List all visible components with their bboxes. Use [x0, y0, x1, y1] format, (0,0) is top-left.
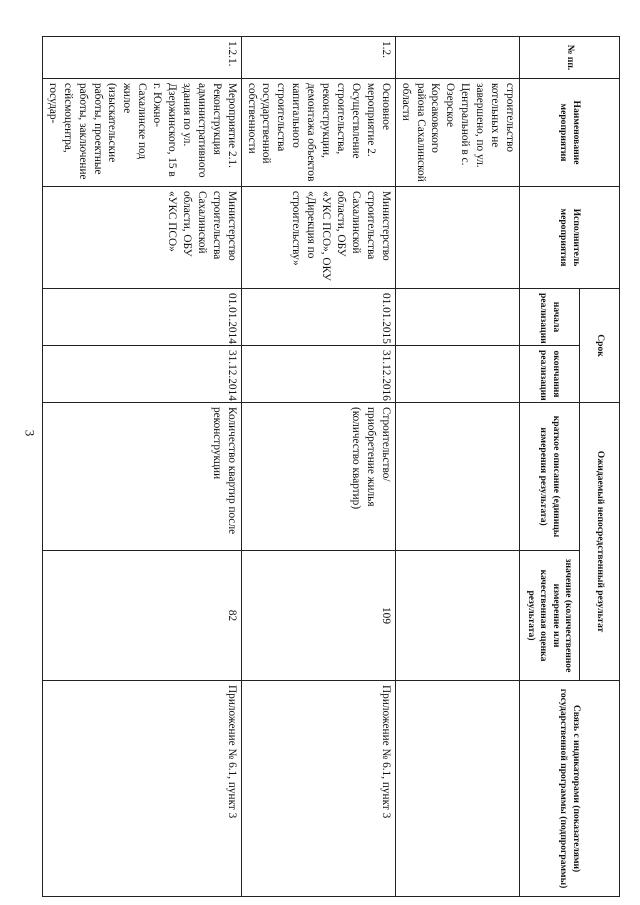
- header-desc: краткое описание (единицы измерения результата): [520, 403, 580, 551]
- cell-value: 109: [241, 551, 395, 681]
- measures-table: [42, 36, 620, 897]
- cell-name: Мероприятие 2.1. Реконструкция административного здания по ул. Дзержинского, 15 в г. Южно-Сахалинске под жилое (изыскательские работы, проектные работы, заключение сейсмоцентра, государ-: [42, 79, 241, 187]
- cell-end: 31.12.2014: [42, 346, 241, 403]
- cell-executor: Министерство строительства Сахалинской области, ОБУ «УКС ПСО», ОКУ «Дирекция по строительству»: [241, 187, 395, 289]
- header-link: Связь с индикаторами (показателями) государственной программы (подпрограммы): [520, 681, 620, 897]
- rotated-table-page: [46, 36, 620, 896]
- header-name: Наименование мероприятия: [520, 79, 620, 187]
- cell-num: 1.2.: [241, 37, 395, 79]
- cell-end: [395, 346, 519, 403]
- cell-start: [395, 289, 519, 346]
- cell-value: 82: [42, 551, 241, 681]
- cell-desc: Строительство/приобретение жилья (количество квартир): [241, 403, 395, 551]
- header-end: окончания реализации: [520, 346, 580, 403]
- cell-link: Приложение № 6.1, пункт 3: [42, 681, 241, 897]
- cell-link: [395, 681, 519, 897]
- table-row: [42, 37, 241, 897]
- cell-desc: [395, 403, 519, 551]
- header-executor: Исполнитель мероприятия: [520, 187, 620, 289]
- table-row: [241, 37, 395, 897]
- cell-start: 01.01.2015: [241, 289, 395, 346]
- header-num: № пп.: [520, 37, 620, 79]
- cell-link: Приложение № 6.1, пункт 3: [241, 681, 395, 897]
- cell-num: 1.2.1.: [42, 37, 241, 79]
- cell-end: 31.12.2016: [241, 346, 395, 403]
- header-value: значение (количественное измерение или качественная оценка результата): [520, 551, 580, 681]
- cell-start: 01.01.2014: [42, 289, 241, 346]
- cell-executor: [395, 187, 519, 289]
- page-number: 3: [22, 429, 38, 437]
- cell-num: [395, 37, 519, 79]
- header-term: Срок: [580, 289, 620, 403]
- table-row: [395, 37, 519, 897]
- cell-value: [395, 551, 519, 681]
- header-row-1: [580, 37, 620, 897]
- cell-name: строительство котельных не завершено, по ул. Центральной в с. Озерское Корсаковского района Сахалинской области: [395, 79, 519, 187]
- cell-name: Основное мероприятие 2. Осуществление строительства, реконструкции, демонтажа объектов капитального строительства государственной собственности: [241, 79, 395, 187]
- header-expected: Ожидаемый непосредственный результат: [580, 403, 620, 681]
- cell-desc: Количество квартир после реконструкции: [42, 403, 241, 551]
- cell-executor: Министерство строительства Сахалинской области, ОБУ «УКС ПСО»: [42, 187, 241, 289]
- header-start: начала реализации: [520, 289, 580, 346]
